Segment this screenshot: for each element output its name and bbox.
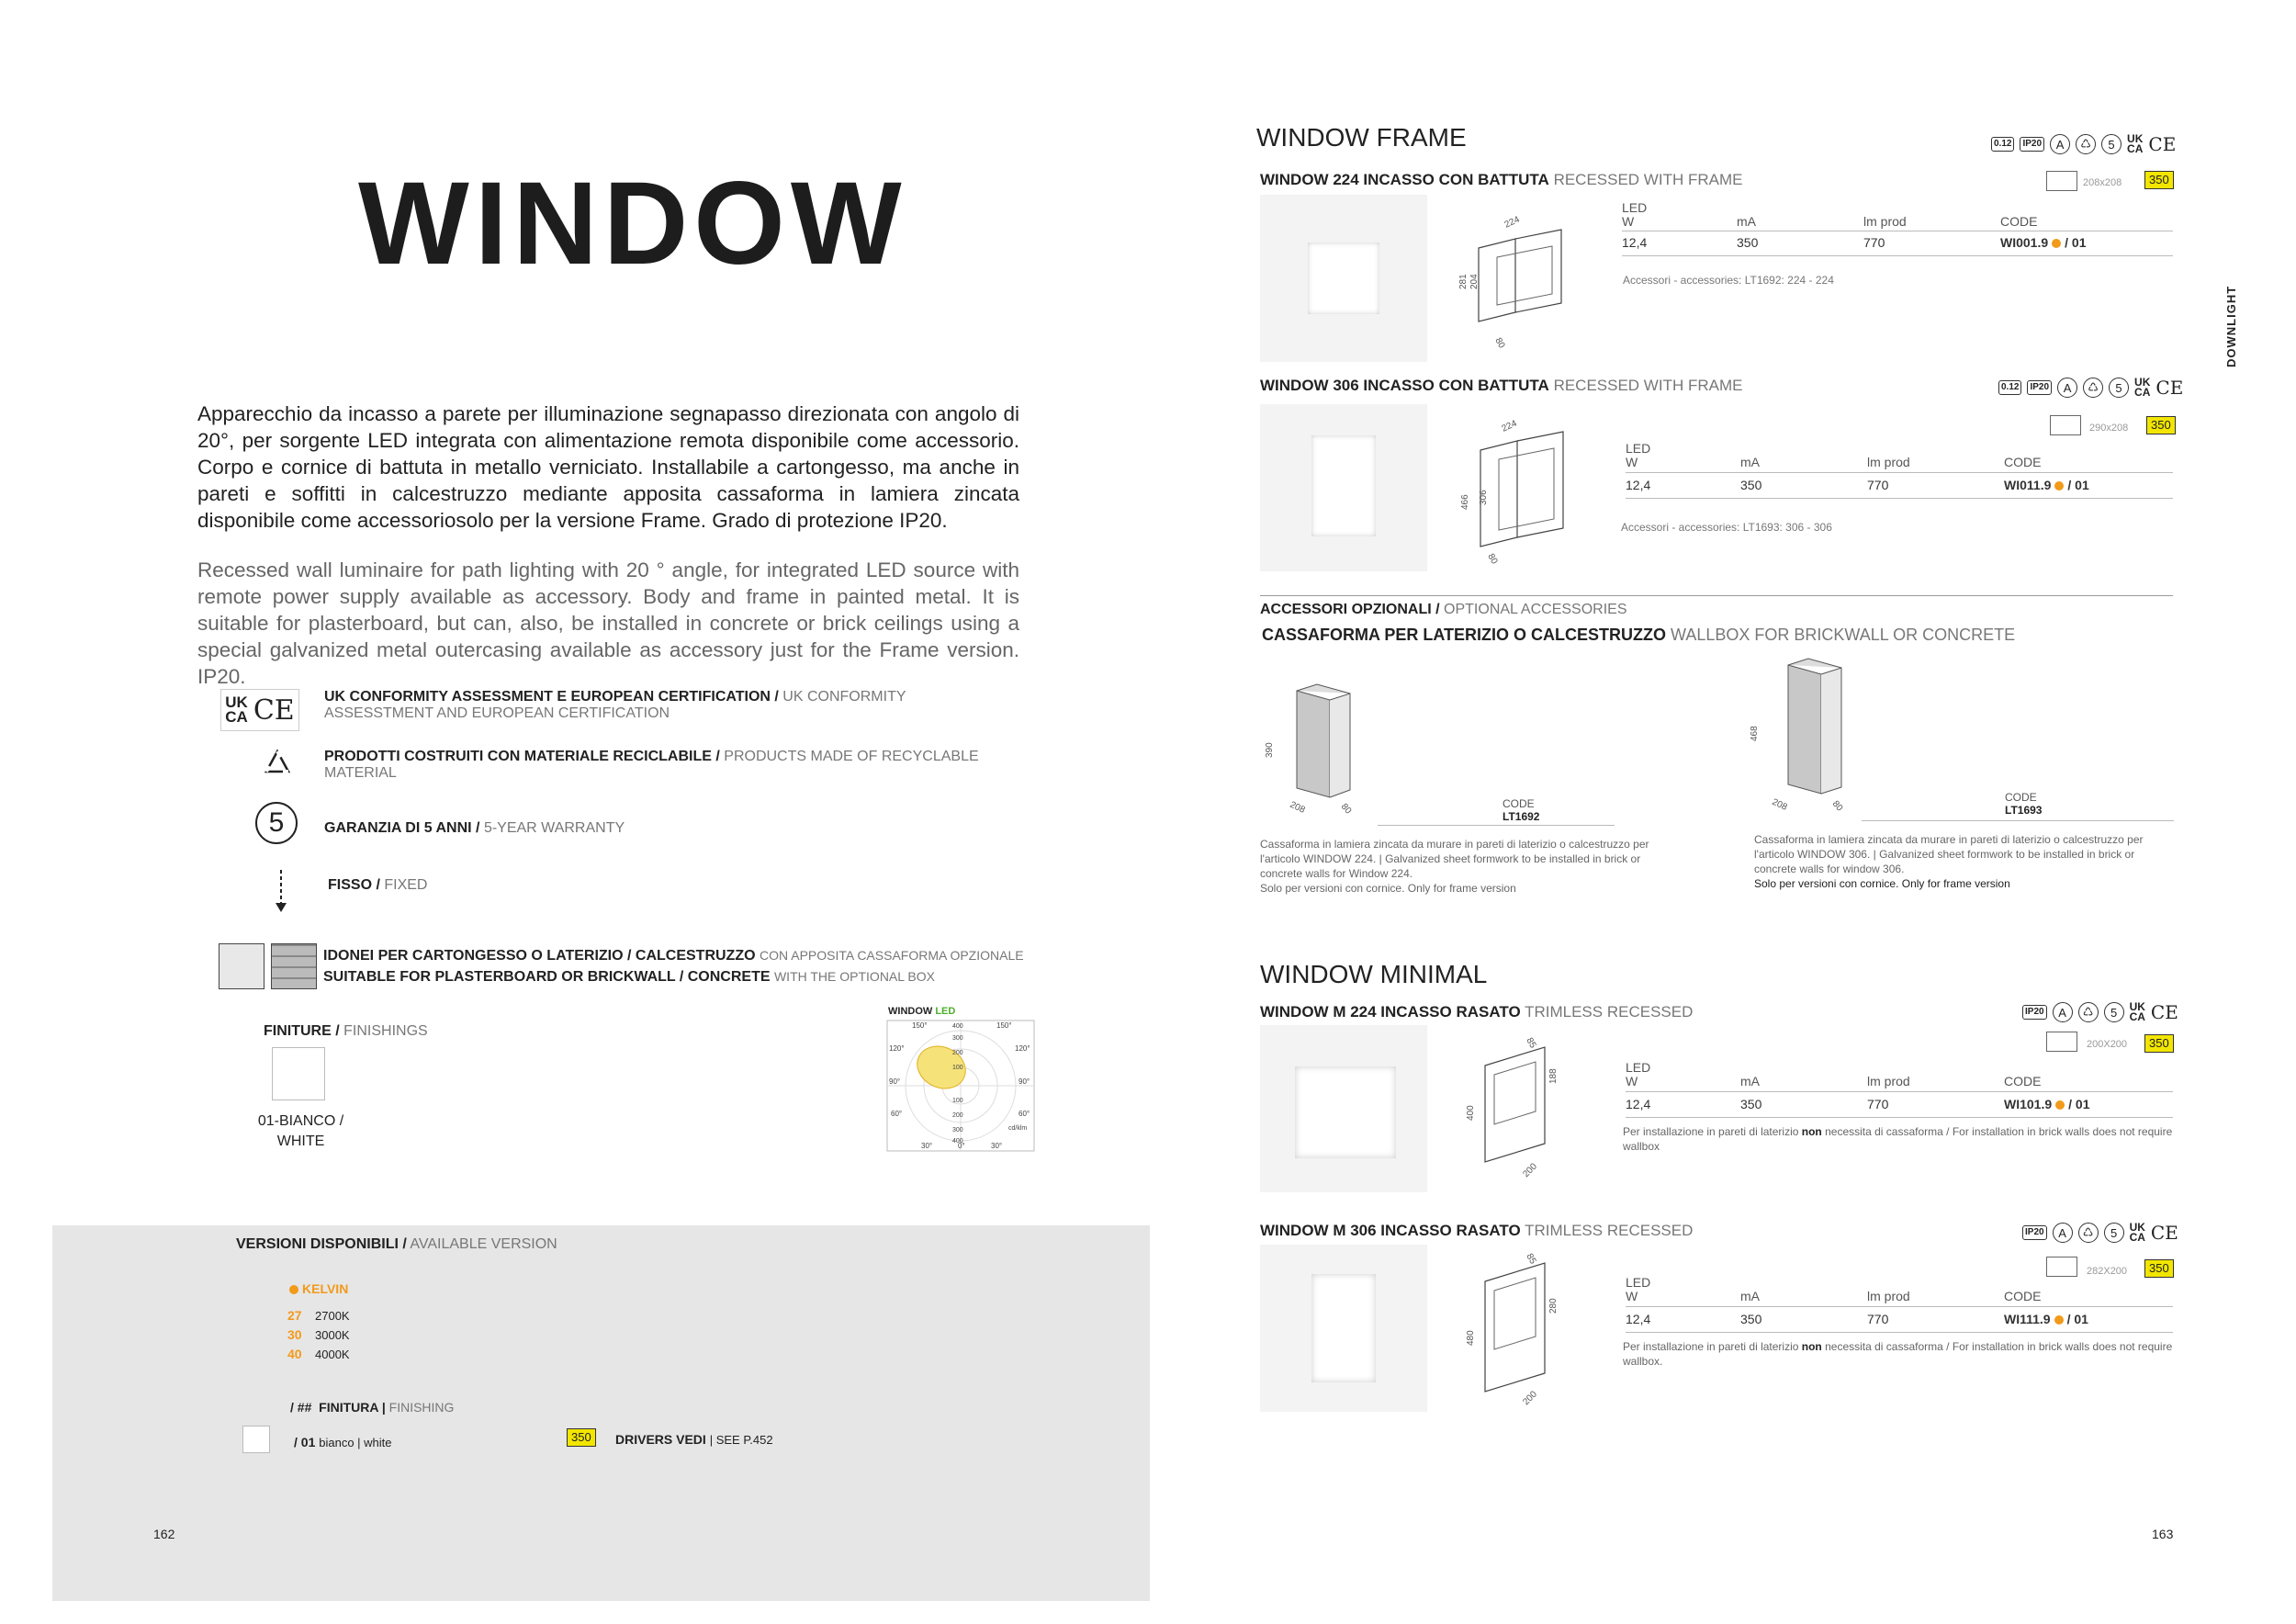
warranty-5-icon: 5 — [2104, 1002, 2124, 1022]
wallbox-lt1693-drawing — [1740, 654, 1869, 815]
driver-tag-350: 350 — [2144, 1034, 2174, 1053]
ce-icon: CE — [2155, 377, 2184, 399]
wallbox-lt1692-code: CODE LT1692 — [1503, 797, 1540, 823]
page-number-right: 163 — [2152, 1527, 2174, 1541]
section-title-frame: WINDOW FRAME — [1256, 123, 1467, 152]
polar-angle: 120° — [1015, 1044, 1030, 1053]
svg-text:208: 208 — [1288, 799, 1307, 816]
page-title: WINDOW — [358, 158, 907, 289]
polar-angle: 30° — [991, 1142, 1003, 1150]
feature-1-text: UK CONFORMITY ASSESSMENT E EUROPEAN CERTIFICATION / UK CONFORMITY ASSESSTMENT AND EUROPEAN CERTIFICATION — [324, 689, 906, 721]
spec-table-4: LED W mA lm prod CODE 12,4 350 770 WI111.9 / 01 — [1626, 1275, 2173, 1332]
product-4-title: WINDOW M 306 INCASSO RASATO TRIMLESS RECESSED — [1260, 1222, 1694, 1239]
ukca-icon: UK CA — [2129, 1221, 2145, 1244]
cert-icons-4: IP20 A ♺ 5 UK CA CE — [2022, 1222, 2178, 1244]
product-4-drawing — [1462, 1245, 1572, 1410]
kelvin-item: 27 2700K — [287, 1308, 350, 1323]
cert-icons-2: 0.12 IP20 A ♺ 5 UK CA CE — [1998, 377, 2183, 399]
kelvin-item: 40 4000K — [287, 1347, 350, 1361]
driver-tag-350: 350 — [2144, 1259, 2174, 1278]
polar-angle: 0° — [958, 1142, 965, 1150]
warranty-5-icon: 5 — [255, 802, 298, 844]
polar-ring: 300 — [952, 1127, 963, 1133]
svg-text:204: 204 — [1469, 274, 1480, 289]
versions-panel — [52, 1225, 1150, 1601]
accessories-heading: ACCESSORI OPZIONALI / OPTIONAL ACCESSORIES — [1260, 602, 1627, 617]
cert-icons-3: IP20 A ♺ 5 UK CA CE — [2022, 1001, 2178, 1023]
cutout-size: 290x208 — [2089, 423, 2129, 434]
product-3-title: WINDOW M 224 INCASSO RASATO TRIMLESS RECESSED — [1260, 1003, 1694, 1021]
polar-angle: 60° — [891, 1110, 903, 1118]
svg-text:208: 208 — [1770, 796, 1789, 813]
cutout-size: 282X200 — [2087, 1266, 2128, 1277]
warranty-5-icon: 5 — [2109, 378, 2129, 398]
feature-2-text: PRODOTTI COSTRUITI CON MATERIALE RECICLABILE / PRODUCTS MADE OF RECYCLABLE MATERIAL — [324, 749, 979, 781]
svg-text:224: 224 — [1503, 214, 1522, 231]
polar-ring: 200 — [952, 1112, 963, 1119]
cutout-size: 200X200 — [2087, 1039, 2128, 1050]
ce-icon: CE — [2150, 1222, 2178, 1244]
plasterboard-icon — [219, 943, 264, 989]
kelvin-list — [287, 1306, 350, 1364]
polar-diagram — [886, 1006, 1035, 1153]
product-3-drawing — [1462, 1029, 1572, 1185]
recycle-icon: ♺ — [2078, 1002, 2099, 1022]
versions-title: VERSIONI DISPONIBILI / AVAILABLE VERSION — [236, 1236, 557, 1252]
spec-table-2: LED W mA lm prod CODE 12,4 350 770 WI011.9 / 01 — [1626, 441, 2173, 498]
driver-tag-350: 350 — [2144, 171, 2174, 189]
spec-table-3: LED W mA lm prod CODE 12,4 350 770 WI101.9 / 01 — [1626, 1060, 2173, 1117]
svg-text:306: 306 — [1479, 490, 1489, 505]
cutout-icon — [2050, 415, 2081, 435]
page-number-left: 162 — [153, 1527, 175, 1541]
class-a-icon: A — [2057, 378, 2077, 398]
polar-ring: 100 — [952, 1065, 963, 1071]
recycle-icon: ♺ — [2083, 378, 2103, 398]
svg-text:480: 480 — [1466, 1330, 1476, 1346]
svg-text:85: 85 — [1524, 1252, 1538, 1267]
svg-text:80: 80 — [1492, 336, 1507, 351]
svg-text:280: 280 — [1548, 1298, 1559, 1314]
warranty-5-icon: 5 — [2104, 1223, 2124, 1243]
product-2-photo — [1260, 404, 1427, 571]
svg-text:200: 200 — [1521, 1161, 1539, 1180]
finish-code-swatch[interactable] — [242, 1426, 270, 1453]
driver-tag-350: 350 — [567, 1428, 596, 1447]
class-a-icon: A — [2053, 1223, 2073, 1243]
polar-ring: 200 — [952, 1050, 963, 1056]
finish-swatch-white[interactable] — [272, 1047, 325, 1100]
polar-title: WINDOW LED — [888, 1006, 956, 1017]
cutout-icon — [2046, 1032, 2077, 1052]
polar-angle: 150° — [912, 1021, 928, 1030]
svg-text:80: 80 — [1338, 801, 1354, 817]
description-english: Recessed wall luminaire for path lighting with 20 ° angle, for integrated LED source with remote power supply available as accessory. Body and frame in painted metal. It is suitable for plasterboard, but can, also, be installed in concrete or brick ceilings using a special galvanized metal outercasing available as accessory just for the Frame version. IP20. — [197, 558, 1019, 688]
wallbox-heading: CASSAFORMA PER LATERIZIO O CALCESTRUZZO WALLBOX FOR BRICKWALL OR CONCRETE — [1262, 626, 2016, 644]
section-title-minimal: WINDOW MINIMAL — [1260, 960, 1488, 988]
polar-ring: 300 — [952, 1035, 963, 1042]
cutout-icon — [2046, 1257, 2077, 1277]
product-4-note: Per installazione in pareti di laterizio non necessita di cassaforma / For installation in brick walls does not require wallbox. — [1623, 1340, 2173, 1368]
finish-swatch-label: 01-BIANCO / WHITE — [257, 1113, 344, 1149]
ukca-icon: UK CA — [2127, 132, 2144, 155]
side-label-downlight: DOWNLIGHT — [2224, 285, 2238, 367]
spec-table-1: LED W mA lm prod CODE 12,4 350 770 WI001.9 / 01 — [1622, 200, 2173, 255]
drivers-text: DRIVERS VEDI | SEE P.452 — [615, 1432, 773, 1447]
ce-icon: CE — [2150, 1001, 2178, 1023]
polar-angle: 60° — [1019, 1110, 1030, 1118]
recycle-icon: ♺ — [2078, 1223, 2099, 1243]
feature-3-text: GARANZIA DI 5 ANNI / 5-YEAR WARRANTY — [324, 820, 625, 836]
polar-angle: 150° — [996, 1021, 1012, 1030]
svg-text:466: 466 — [1460, 494, 1470, 510]
cutout-icon — [2046, 171, 2077, 191]
finishings-label: FINITURE / FINISHINGS — [264, 1023, 428, 1039]
ce-icon: CE — [2148, 133, 2177, 155]
polar-ring: 400 — [952, 1023, 963, 1030]
svg-text:400: 400 — [1466, 1105, 1476, 1121]
svg-text:200: 200 — [1521, 1389, 1539, 1408]
polar-angle: 120° — [889, 1044, 905, 1053]
polar-unit: cd/klm — [1008, 1125, 1028, 1132]
svg-text:224: 224 — [1500, 418, 1519, 434]
feature-4-text: FISSO / FIXED — [328, 877, 428, 893]
product-1-title: WINDOW 224 INCASSO CON BATTUTA RECESSED WITH FRAME — [1260, 171, 1743, 188]
kelvin-item: 30 3000K — [287, 1327, 350, 1342]
svg-text:85: 85 — [1524, 1036, 1538, 1051]
fixed-arrow-icon — [272, 868, 290, 914]
svg-text:188: 188 — [1548, 1068, 1559, 1084]
finish-code-item: / 01 bianco | white — [294, 1435, 392, 1449]
svg-text:281: 281 — [1458, 274, 1469, 289]
cert-icons-1: 0.12 IP20 A ♺ 5 UK CA CE — [1991, 133, 2176, 155]
product-3-note: Per installazione in pareti di laterizio non necessita di cassaforma / For installation in brick walls does not require wallbox — [1623, 1125, 2173, 1153]
product-1-note: Accessori - accessories: LT1692: 224 - 224 — [1623, 274, 1834, 287]
polar-angle: 90° — [889, 1077, 901, 1086]
description-italian: Apparecchio da incasso a parete per illuminazione segnapasso direzionata con angolo di 20°, per sorgente LED integrata con alimentazione remota disponibile come accessorio. Corpo e cornice di battuta in metallo verniciato. Installabile a cartongesso, ma anche in pareti e soffitti in calcestruzzo mediante apposita cassaforma in lamiera zincata disponibile come accessoriosolo per la versione Frame. Grado di protezione IP20. — [197, 402, 1019, 532]
product-1-drawing — [1460, 211, 1570, 349]
product-4-photo — [1260, 1245, 1427, 1412]
svg-text:80: 80 — [1829, 798, 1845, 814]
polar-ring: 400 — [952, 1138, 963, 1145]
mounting-text: IDONEI PER CARTONGESSO O LATERIZIO / CALCESTRUZZO CON APPOSITA CASSAFORMA OPZIONALE SUITABLE FOR PLASTERBOARD OR BRICKWALL / CONCRETE WITH THE OPTIONAL BOX — [323, 948, 1024, 985]
driver-tag-350: 350 — [2146, 416, 2176, 434]
ukca-icon: UK CA — [2134, 376, 2151, 399]
wallbox-lt1692-text: Cassaforma in lamiera zincata da murare in pareti di laterizio o calcestruzzo per l'articolo WINDOW 224. | Galvanized sheet formwork to be installed in brick or concrete walls for Window 224. Solo per versioni con cornice. Only for frame version — [1260, 838, 1649, 895]
finish-code-header: / ## FINITURA | FINISHING — [290, 1400, 455, 1415]
wallbox-lt1693-text: Cassaforma in lamiera zincata da murare in pareti di laterizio o calcestruzzo per l'articolo WINDOW 306. | Galvanized sheet formwork to be installed in brick or concrete walls for window 306. Solo per versioni con cornice. Only for frame version — [1754, 833, 2144, 890]
product-3-photo — [1260, 1025, 1427, 1192]
class-a-icon: A — [2053, 1002, 2073, 1022]
svg-text:390: 390 — [1265, 742, 1275, 758]
kelvin-label: KELVIN — [289, 1281, 348, 1296]
ukca-ce-icon: UK CA CE — [220, 689, 299, 731]
recycle-icon — [257, 746, 298, 786]
product-2-title: WINDOW 306 INCASSO CON BATTUTA RECESSED WITH FRAME — [1260, 377, 1743, 394]
polar-angle: 90° — [1019, 1077, 1030, 1086]
product-2-note: Accessori - accessories: LT1693: 306 - 306 — [1621, 521, 1832, 534]
product-2-drawing — [1462, 418, 1572, 565]
wallbox-lt1693-code: CODE LT1693 — [2005, 791, 2043, 817]
svg-text:468: 468 — [1750, 726, 1760, 741]
warranty-5-icon: 5 — [2101, 134, 2122, 154]
svg-text:80: 80 — [1485, 552, 1500, 567]
cutout-size: 208x208 — [2083, 177, 2122, 188]
recycle-icon: ♺ — [2076, 134, 2096, 154]
polar-angle: 30° — [921, 1142, 933, 1150]
brickwall-icon — [271, 943, 317, 989]
wallbox-lt1692-drawing — [1249, 680, 1378, 818]
class-a-icon: A — [2050, 134, 2070, 154]
polar-ring: 100 — [952, 1098, 963, 1104]
ukca-icon: UK CA — [2129, 1000, 2145, 1023]
product-1-photo — [1260, 195, 1427, 362]
